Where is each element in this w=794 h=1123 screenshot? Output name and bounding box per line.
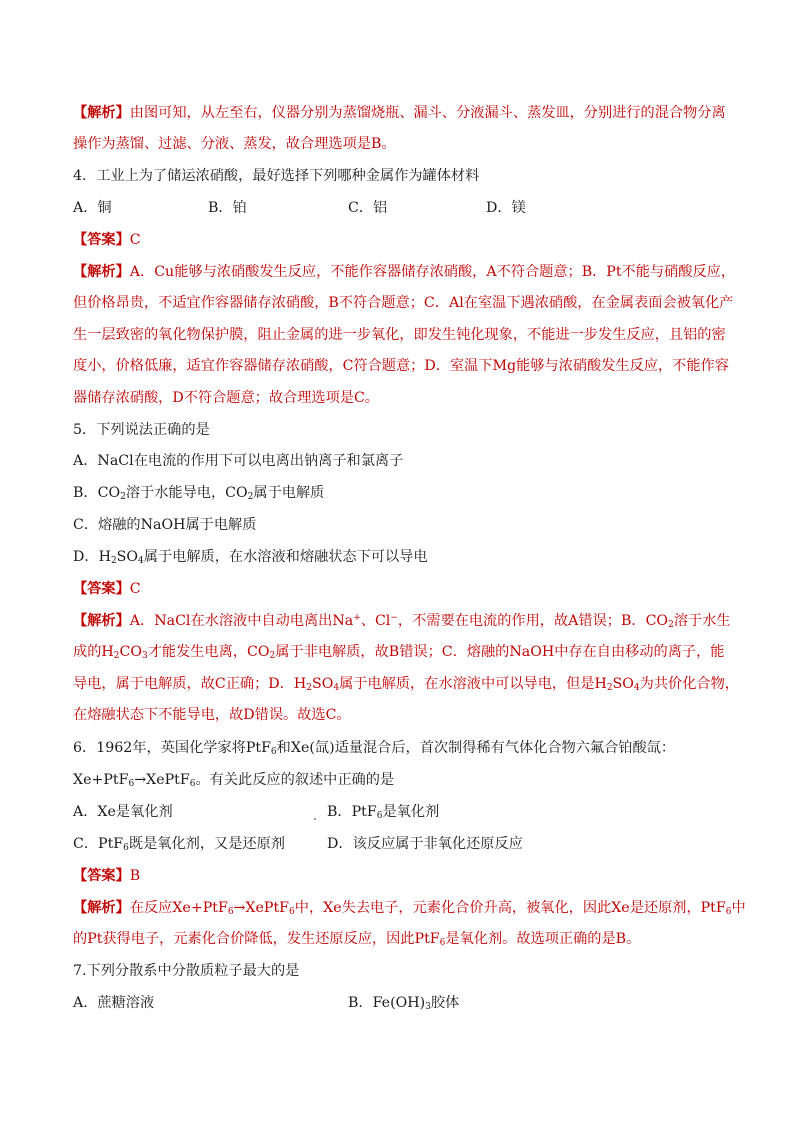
q7-option-a: A．蔗糖溶液 (73, 995, 155, 1011)
q6-option-b: B．PtF$_6$是氧化剂 (327, 804, 440, 821)
q5-analysis-line-3: 导电，属于电解质，故C正确；D．$H_2SO_4$属于电解质，在水溶液中可以导电，但是$H_2SO_4$为共价化合物， (73, 676, 739, 693)
q5-answer: 【答案】C (73, 581, 141, 597)
q4-analysis-line-5: 器储存浓硝酸，D不符合题意；故合理选项是C。 (73, 390, 379, 406)
q5-analysis-line-4: 在熔融状态下不能导电，故D错误。故选C。 (73, 707, 351, 723)
q6-answer: 【答案】B (73, 868, 141, 884)
q3-analysis-line-1: 【解析】由图可知，从左至右，仪器分别为蒸馏烧瓶、漏斗、分液漏斗、蒸发皿，分别进行的混合物分离 (73, 105, 726, 121)
q5-stem: 5．下列说法正确的是 (73, 422, 210, 438)
q6-equation: Xe+PtF$_6$→XePtF$_6$。有关此反应的叙述中正确的是 (73, 772, 395, 789)
q6-option-a: A．Xe是氧化剂 (73, 804, 173, 820)
q3-analysis-line-2: 操作为蒸馏、过滤、分液、蒸发，故合理选项是B。 (73, 136, 396, 152)
q4-analysis-line-3: 生一层致密的氧化物保护膜，阻止金属的进一步氧化，即发生钝化现象，不能进一步发生反应，且铝的密 (73, 327, 726, 343)
q6-option-c: C．PtF$_6$既是氧化剂，又是还原剂 (73, 836, 285, 853)
q4-option-d: D．镁 (486, 200, 526, 216)
q6-analysis-line-2: 的Pt获得电子，元素化合价降低，发生还原反应，因此PtF$_6$是氧化剂。故选项正确的是B。 (73, 931, 641, 948)
q4-analysis-line-1: 【解析】A．Cu能够与浓硝酸发生反应，不能作容器储存浓硝酸，A不符合题意；B．Pt不能与硝酸反应， (73, 264, 736, 280)
q4-analysis-line-4: 度小，价格低廉，适宜作容器储存浓硝酸，C符合题意；D．室温下Mg能够与浓硝酸发生反应，不能作容 (73, 358, 729, 374)
q4-option-a: A．铜 (73, 200, 112, 216)
q5-option-d: D．$H_2SO_4$属于电解质，在水溶液和熔融状态下可以导电 (73, 549, 428, 566)
q4-analysis-line-2: 但价格昂贵，不适宜作容器储存浓硝酸，B不符合题意；C．Al在室温下遇浓硝酸，在金属表面会被氧化产 (73, 295, 734, 311)
q4-stem: 4．工业上为了储运浓硝酸，最好选择下列哪种金属作为罐体材料 (73, 168, 480, 184)
q6-analysis-line-1: 【解析】在反应Xe+PtF$_6$→XePtF$_6$中，Xe失去电子，元素化合价升高，被氧化，因此Xe是还原剂，PtF$_6$中 (73, 900, 746, 917)
q5-analysis-line-1: 【解析】A．NaCl在水溶液中自动电离出Na+、Cl−，不需要在电流的作用，故A错误；B．$CO_2$溶于水生 (73, 613, 731, 630)
q5-option-c: C．熔融的NaOH属于电解质 (73, 517, 257, 533)
q4-option-c: C．铝 (348, 200, 388, 216)
q5-option-a: A．NaCl在电流的作用下可以电离出钠离子和氯离子 (73, 453, 404, 469)
q4-option-b: B．铂 (208, 200, 247, 216)
q6-option-d: D．该反应属于非氧化还原反应 (327, 836, 523, 852)
q6-stem: 6．1962年，英国化学家将PtF$_6$和Xe(氙)适量混合后，首次制得稀有气体化合物六氟合铂酸氙： (73, 740, 676, 757)
analysis-tag: 【解析】 (73, 105, 130, 121)
q5-analysis-line-2: 成的$H_2CO_3$才能发生电离，$CO_2$属于非电解质，故B错误；C．熔融的NaOH中存在自由移动的离子，能 (73, 644, 725, 661)
q4-answer: 【答案】C (73, 232, 141, 248)
stray-dot (314, 818, 316, 820)
q7-option-b: B．$Fe(OH)_3$胶体 (348, 995, 460, 1012)
q7-stem: 7.下列分散系中分散质粒子最大的是 (73, 963, 300, 979)
q5-option-b: B．$CO_2$溶于水能导电，$CO_2$属于电解质 (73, 485, 325, 502)
